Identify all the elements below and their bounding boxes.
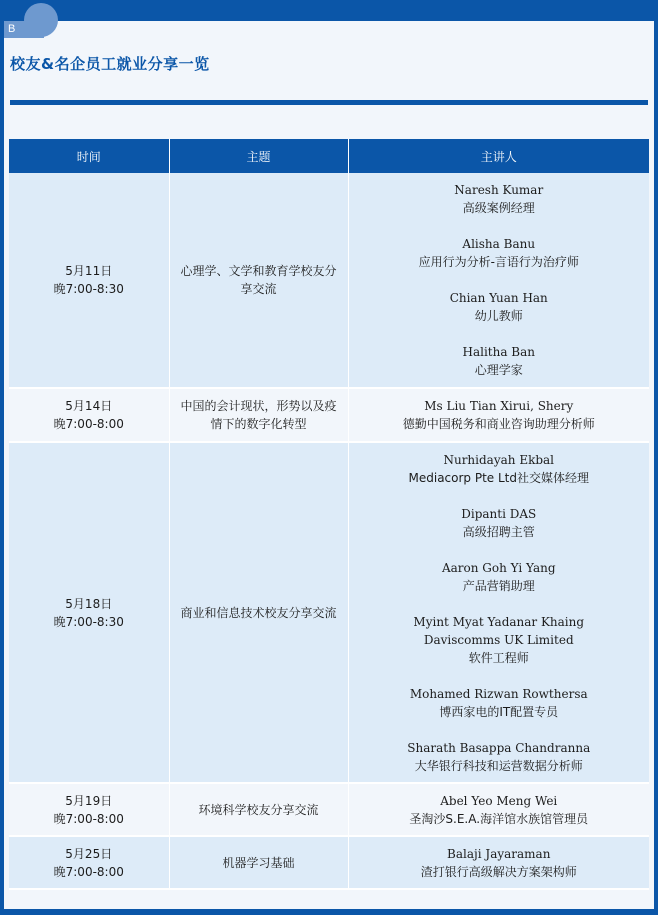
speaker-name: Sharath Basappa Chandranna [407, 740, 591, 755]
header-speaker: 主讲人 [348, 139, 649, 173]
speaker-role: 大华银行科技和运营数据分析师 [414, 758, 583, 773]
speaker [357, 235, 642, 271]
speaker [357, 181, 642, 217]
speaker-cell [348, 388, 649, 442]
topic-cell: 机器学习基础 [169, 836, 348, 889]
speaker [357, 505, 642, 541]
speaker-cell [348, 173, 649, 388]
speaker-name: Chian Yuan Han [449, 291, 548, 305]
speaker-role: 渣打银行高级解决方案架构师 [420, 864, 577, 879]
speaker-name: Nurhidayah Ekbal [443, 452, 555, 467]
speaker-name: Abel Yeo Meng Wei [440, 793, 558, 808]
session-time: 晚7:00-8:00 [53, 417, 124, 431]
speaker-role: 产品营销助理 [462, 578, 535, 593]
speaker [357, 343, 642, 379]
speaker-role: Mediacorp Pte Ltd社交媒体经理 [408, 470, 589, 485]
speaker-cell [348, 783, 649, 836]
speaker [357, 792, 642, 828]
speaker [357, 559, 642, 595]
table-row [9, 783, 649, 836]
speaker-role: 幼儿教师 [474, 309, 523, 323]
topic-cell: 商业和信息技术校友分享交流 [169, 442, 348, 783]
speaker-role: 博西家电的IT配置专员 [439, 704, 559, 719]
speaker [357, 451, 642, 487]
speaker-name: Mohamed Rizwan Rowthersa [409, 686, 588, 701]
section-badge: B [4, 21, 44, 38]
speaker [357, 739, 642, 775]
speaker [357, 289, 642, 325]
speaker [357, 845, 642, 881]
speaker-name: Ms Liu Tian Xirui, Shery [424, 399, 574, 413]
speaker-role: 应用行为分析-言语行为治疗师 [418, 255, 579, 269]
table-row [9, 442, 649, 783]
speaker-name: Naresh Kumar [454, 183, 544, 197]
session-time: 晚7:00-8:30 [53, 282, 124, 296]
table-row [9, 388, 649, 442]
schedule-table [9, 139, 649, 890]
speaker-name: Myint Myat Yadanar Khaing [413, 614, 585, 629]
speaker-role: 高级案例经理 [462, 201, 535, 215]
session-date: 5月18日 [65, 596, 113, 611]
speaker-name: Dipanti DAS [461, 506, 537, 521]
session-time: 晚7:00-8:00 [53, 864, 124, 879]
time-cell [9, 173, 169, 388]
header-topic: 主题 [169, 139, 348, 173]
time-cell [9, 388, 169, 442]
speaker-name: Balaji Jayaraman [447, 846, 551, 861]
session-time: 晚7:00-8:00 [53, 811, 124, 826]
session-time: 晚7:00-8:30 [53, 614, 124, 629]
speaker-name: Halitha Ban [462, 345, 535, 359]
time-cell [9, 836, 169, 889]
table-header-row [9, 139, 649, 173]
session-date: 5月14日 [65, 399, 113, 413]
speaker [357, 613, 642, 667]
session-date: 5月25日 [65, 846, 113, 861]
table-row [9, 836, 649, 889]
speaker [357, 397, 642, 433]
speaker-role: 软件工程师 [468, 650, 529, 665]
title-divider [10, 100, 648, 105]
speaker-role: 高级招聘主管 [462, 524, 535, 539]
speaker-company: Daviscomms UK Limited [423, 632, 574, 647]
speaker-cell [348, 836, 649, 889]
speaker-cell [348, 442, 649, 783]
speaker-name: Aaron Goh Yi Yang [441, 560, 556, 575]
speaker-role: 圣淘沙S.E.A.海洋馆水族馆管理员 [409, 811, 589, 826]
speaker-role: 心理学家 [474, 363, 523, 377]
topic-cell: 中国的会计现状，形势以及疫情下的数字化转型 [169, 388, 348, 442]
session-date: 5月11日 [65, 264, 113, 278]
topic-cell: 环境科学校友分享交流 [169, 783, 348, 836]
table-row [9, 173, 649, 388]
time-cell [9, 783, 169, 836]
speaker-name: Alisha Banu [462, 237, 536, 251]
page-title: 校友&名企员工就业分享一览 [10, 55, 210, 73]
topic-cell: 心理学、文学和教育学校友分享交流 [169, 173, 348, 388]
time-cell [9, 442, 169, 783]
header-time: 时间 [9, 139, 169, 173]
speaker-role: 德勤中国税务和商业咨询助理分析师 [402, 417, 595, 431]
speaker [357, 685, 642, 721]
session-date: 5月19日 [65, 793, 113, 808]
